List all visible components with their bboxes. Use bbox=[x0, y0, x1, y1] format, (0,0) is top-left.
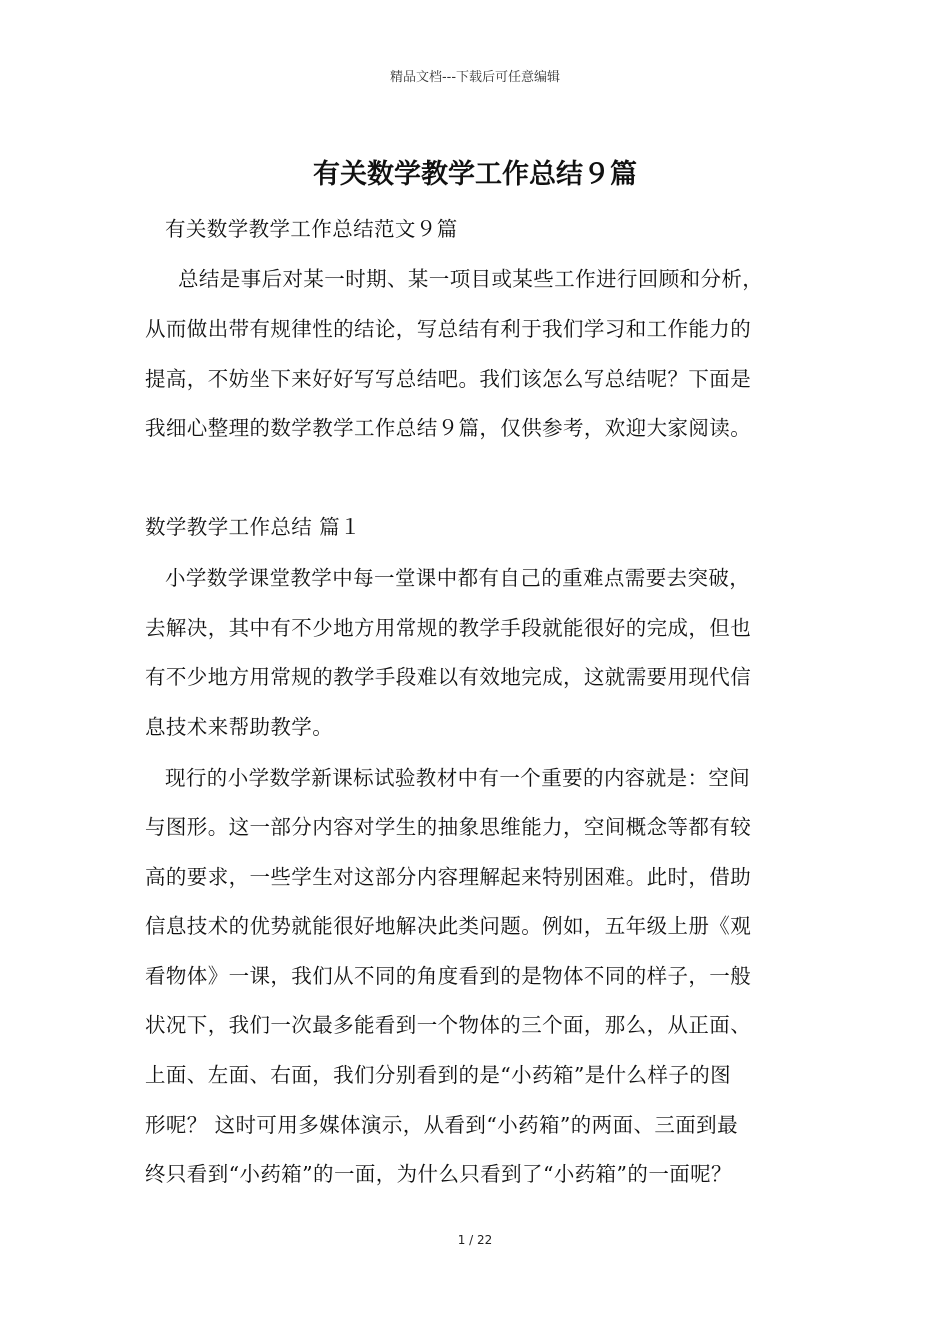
intro-line: 总结是事后对某一时期、某一项目或某些工作进行回顾和分析， bbox=[178, 267, 764, 291]
intro-line: 我细心整理的数学教学工作总结９篇，仅供参考，欢迎大家阅读。 bbox=[145, 416, 752, 440]
page-number: 1 / 22 bbox=[457, 1233, 493, 1247]
paragraph-line: 上面、左面、右面，我们分别看到的是“小药箱”是什么样子的图 bbox=[145, 1063, 732, 1087]
intro-line: 从而做出带有规律性的结论，写总结有利于我们学习和工作能力的 bbox=[145, 317, 752, 341]
intro-line: 提高，不妨坐下来好好写写总结吧。我们该怎么写总结呢？下面是 bbox=[145, 367, 752, 391]
paragraph-line: 息技术来帮助教学。 bbox=[145, 715, 334, 739]
document-title: 有关数学教学工作总结９篇 bbox=[313, 159, 637, 190]
section-heading: 数学教学工作总结 篇１ bbox=[145, 515, 361, 539]
paragraph-line: 看物体》一课，我们从不同的角度看到的是物体不同的样子，一般 bbox=[145, 964, 752, 988]
paragraph-line: 终只看到“小药箱”的一面，为什么只看到了“小药箱”的一面呢？ bbox=[145, 1162, 732, 1186]
paragraph-line: 小学数学课堂教学中每一堂课中都有自己的重难点需要去突破， bbox=[165, 566, 751, 590]
paragraph-line: 高的要求，一些学生对这部分内容理解起来特别困难。此时，借助 bbox=[145, 865, 752, 889]
paragraph-line: 与图形。这一部分内容对学生的抽象思维能力，空间概念等都有较 bbox=[145, 815, 752, 839]
page-header: 精品文档---下载后可任意编辑 bbox=[389, 70, 561, 85]
paragraph-line: 形呢？ 这时可用多媒体演示，从看到“小药箱”的两面、三面到最 bbox=[145, 1113, 738, 1137]
paragraph-line: 状况下，我们一次最多能看到一个物体的三个面，那么，从正面、 bbox=[145, 1013, 752, 1037]
paragraph-line: 有不少地方用常规的教学手段难以有效地完成，这就需要用现代信 bbox=[145, 665, 752, 689]
paragraph-line: 现行的小学数学新课标试验教材中有一个重要的内容就是：空间 bbox=[165, 766, 751, 790]
document-subtitle: 有关数学教学工作总结范文９篇 bbox=[165, 217, 458, 241]
paragraph-line: 去解决，其中有不少地方用常规的教学手段就能很好的完成，但也 bbox=[145, 616, 752, 640]
paragraph-line: 信息技术的优势就能很好地解决此类问题。例如，五年级上册《观 bbox=[145, 914, 752, 938]
